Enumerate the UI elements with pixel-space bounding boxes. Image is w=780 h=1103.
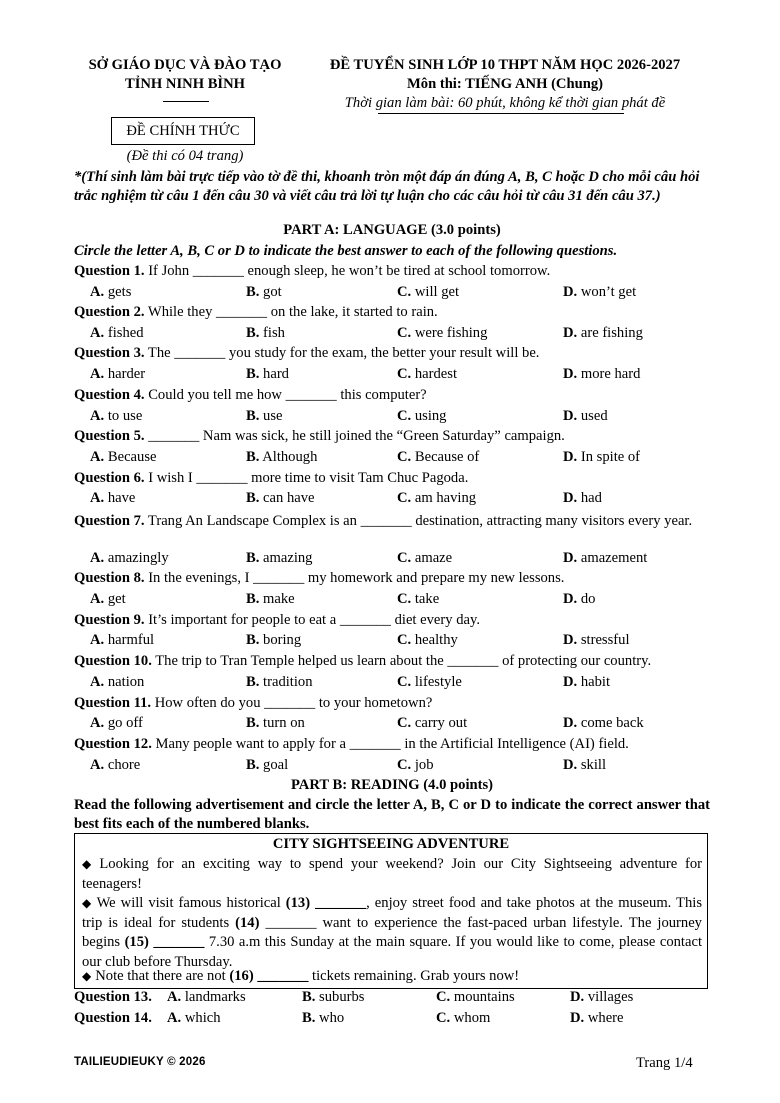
answer-option[interactable] <box>563 674 610 691</box>
question-label: Question 12. <box>74 736 152 752</box>
option-text: whom <box>453 1010 491 1026</box>
answer-option[interactable] <box>246 284 282 301</box>
answer-option[interactable] <box>436 989 515 1006</box>
option-text: can have <box>263 490 315 506</box>
answer-option[interactable] <box>563 632 630 649</box>
answer-option[interactable] <box>246 715 305 732</box>
question-stem <box>74 470 468 487</box>
option-letter: A. <box>90 408 105 424</box>
option-letter: B. <box>246 325 260 341</box>
option-letter: D. <box>563 449 578 465</box>
footer-brand: TAILIEUDIEUKY © 2026 <box>74 1056 206 1068</box>
exam-time: Thời gian làm bài: 60 phút, không kể thời gian phát đề <box>344 95 666 111</box>
option-letter: C. <box>397 550 412 566</box>
option-letter: B. <box>302 989 316 1005</box>
option-letter: D. <box>563 366 578 382</box>
option-letter: C. <box>397 632 412 648</box>
answer-option[interactable] <box>246 408 283 425</box>
answer-option[interactable] <box>563 550 647 567</box>
answer-option[interactable] <box>90 591 126 608</box>
option-letter: D. <box>563 715 578 731</box>
answer-option[interactable] <box>436 1010 490 1027</box>
option-text: were fishing <box>414 325 488 341</box>
option-letter: B. <box>246 449 260 465</box>
option-letter: B. <box>246 757 260 773</box>
option-letter: B. <box>246 674 260 690</box>
question-text: Trang An Landscape Complex is an _______ destination, attracting many visitors every year. <box>144 513 693 529</box>
option-letter: A. <box>90 757 105 773</box>
answer-option[interactable] <box>167 989 246 1006</box>
option-letter: D. <box>563 284 578 300</box>
answer-option[interactable] <box>246 490 315 507</box>
option-letter: C. <box>397 366 412 382</box>
option-text: more hard <box>580 366 641 382</box>
answer-option[interactable] <box>90 366 145 383</box>
option-text: got <box>263 284 282 300</box>
option-text: mountains <box>453 989 515 1005</box>
answer-option[interactable] <box>90 408 142 425</box>
option-text: Because <box>107 449 157 465</box>
option-letter: B. <box>246 490 260 506</box>
option-text: hardest <box>414 366 458 382</box>
ad-p2-text-c: _______ want to experience the fast-paced urban lifestyle. The journey begins <box>82 914 702 950</box>
option-text: use <box>263 408 283 424</box>
answer-option[interactable] <box>397 366 457 383</box>
answer-option[interactable] <box>563 449 640 466</box>
option-text: amazingly <box>107 550 169 566</box>
option-text: will get <box>414 284 460 300</box>
question-text: Could you tell me how _______ this computer? <box>144 387 427 403</box>
question-label: Question 6. <box>74 470 145 486</box>
option-letter: C. <box>397 325 412 341</box>
option-text: hard <box>263 366 289 382</box>
question-label: Question 5. <box>74 428 145 444</box>
option-text: fish <box>263 325 285 341</box>
option-text: do <box>580 591 596 607</box>
answer-option[interactable] <box>246 366 289 383</box>
answer-option[interactable] <box>563 591 595 608</box>
answer-option[interactable] <box>397 284 459 301</box>
exam-instructions: *(Thí sinh làm bài trực tiếp vào tờ đề thi, khoanh tròn một đáp án đúng A, B, C hoặc D cho mỗi câu hỏi trắc nghiệm từ câu 1 đến câu 30 và viết câu trả lời tự luận cho các câu hỏi từ câu 31 đến câu 37.) <box>74 169 700 204</box>
pages-note: (Đề thi có 04 trang) <box>126 148 244 164</box>
option-letter: B. <box>302 1010 316 1026</box>
advertisement-paragraph-1 <box>82 855 702 894</box>
answer-option[interactable] <box>397 715 467 732</box>
option-text: job <box>414 757 434 773</box>
answer-option[interactable] <box>563 490 602 507</box>
answer-option[interactable] <box>246 550 312 567</box>
option-text: amazement <box>580 550 648 566</box>
option-letter: A. <box>90 591 105 607</box>
option-text: have <box>107 490 136 506</box>
advertisement-box <box>74 833 708 989</box>
option-letter: D. <box>563 550 578 566</box>
exam-header <box>305 56 705 113</box>
answer-option[interactable] <box>397 550 452 567</box>
answer-option[interactable] <box>570 989 633 1006</box>
diamond-bullet-icon: ◆ <box>82 969 92 983</box>
question-stem <box>74 570 564 587</box>
blank-16: (16) _______ <box>229 968 309 984</box>
option-text: are fishing <box>580 325 643 341</box>
option-text: take <box>414 591 440 607</box>
question-stem <box>74 387 427 404</box>
question-stem <box>74 511 710 531</box>
answer-option[interactable] <box>90 674 144 691</box>
answer-option[interactable] <box>397 674 462 691</box>
question-text: The _______ you study for the exam, the better your result will be. <box>144 345 540 361</box>
question-stem <box>74 345 539 362</box>
part-b-title: PART B: READING (4.0 points) <box>290 777 494 793</box>
answer-option[interactable] <box>397 449 479 466</box>
option-letter: B. <box>246 408 260 424</box>
option-letter: A. <box>90 715 105 731</box>
option-text: tradition <box>263 674 313 690</box>
ad-p2-text-d: 7.30 a.m this Sunday at the main square. If you would like to come, please contact our club before Thursday. <box>82 934 702 970</box>
option-letter: C. <box>397 674 412 690</box>
question-stem <box>74 612 480 629</box>
option-text: amaze <box>414 550 453 566</box>
option-letter: D. <box>563 674 578 690</box>
option-text: landmarks <box>184 989 246 1005</box>
exam-title: ĐỀ TUYỂN SINH LỚP 10 THPT NĂM HỌC 2026-2027 <box>329 57 681 73</box>
answer-option[interactable] <box>90 284 131 301</box>
exam-header-divider <box>378 113 624 114</box>
option-letter: B. <box>246 550 260 566</box>
answer-option[interactable] <box>302 989 364 1006</box>
option-letter: D. <box>563 325 578 341</box>
answer-option[interactable] <box>397 591 439 608</box>
advertisement-paragraph-2 <box>82 894 702 972</box>
ad-p2-text-a: We will visit famous historical <box>96 895 286 911</box>
option-text: won’t get <box>580 284 637 300</box>
question-label: Question 4. <box>74 387 145 403</box>
option-letter: C. <box>436 989 451 1005</box>
option-letter: A. <box>90 325 105 341</box>
option-text: carry out <box>414 715 468 731</box>
option-letter: D. <box>570 1010 585 1026</box>
diamond-bullet-icon: ◆ <box>82 896 93 910</box>
option-letter: C. <box>436 1010 451 1026</box>
option-text: gets <box>107 284 132 300</box>
question-label: Question 1. <box>74 263 145 279</box>
answer-option[interactable] <box>397 325 487 342</box>
option-text: used <box>580 408 608 424</box>
diamond-bullet-icon: ◆ <box>82 857 96 871</box>
option-letter: A. <box>90 674 105 690</box>
answer-option[interactable] <box>563 325 643 342</box>
question-label: Question 13. <box>74 989 152 1005</box>
option-text: healthy <box>414 632 458 648</box>
option-letter: D. <box>563 591 578 607</box>
answer-option[interactable] <box>246 632 301 649</box>
question-text: The trip to Tran Temple helped us learn about the _______ of protecting our country. <box>151 653 652 669</box>
option-text: lifestyle <box>414 674 462 690</box>
question-stem <box>74 653 651 670</box>
answer-option[interactable] <box>167 1010 221 1027</box>
option-text: harmful <box>107 632 155 648</box>
part-a-directions: Circle the letter A, B, C or D to indicate the best answer to each of the following questions. <box>74 243 618 259</box>
option-letter: A. <box>90 490 105 506</box>
question-label: Question 3. <box>74 345 145 361</box>
answer-option[interactable] <box>90 550 169 567</box>
department-header <box>70 56 300 94</box>
option-text: amazing <box>263 550 313 566</box>
option-text: boring <box>263 632 302 648</box>
answer-option[interactable] <box>246 674 313 691</box>
answer-option[interactable] <box>90 757 140 774</box>
advertisement-paragraph-3 <box>82 967 702 987</box>
department-name: SỞ GIÁO DỤC VÀ ĐÀO TẠO <box>88 57 282 73</box>
question-label: Question 10. <box>74 653 152 669</box>
answer-option[interactable] <box>570 1010 624 1027</box>
answer-option[interactable] <box>90 490 135 507</box>
answer-option[interactable] <box>246 449 317 466</box>
question-stem <box>74 428 565 445</box>
option-text: villages <box>587 989 634 1005</box>
option-text: skill <box>580 757 606 773</box>
answer-option[interactable] <box>563 757 606 774</box>
question-label: Question 9. <box>74 612 145 628</box>
answer-option[interactable] <box>563 715 644 732</box>
option-text: come back <box>580 715 644 731</box>
option-text: using <box>414 408 447 424</box>
answer-option[interactable] <box>397 632 458 649</box>
answer-option[interactable] <box>246 757 288 774</box>
question-label: Question 11. <box>74 695 152 711</box>
answer-option[interactable] <box>90 715 143 732</box>
question-label: Question 7. <box>74 513 145 529</box>
option-letter: C. <box>397 757 412 773</box>
question-text: How often do you _______ to your hometown? <box>151 695 433 711</box>
option-text: harder <box>107 366 146 382</box>
option-text: habit <box>580 674 611 690</box>
option-letter: C. <box>397 408 412 424</box>
answer-option[interactable] <box>563 366 640 383</box>
option-text: am having <box>414 490 477 506</box>
question-text: If John _______ enough sleep, he won’t be tired at school tomorrow. <box>144 263 551 279</box>
blank-13: (13) _______ <box>285 895 367 911</box>
option-letter: D. <box>563 490 578 506</box>
option-text: make <box>263 591 295 607</box>
option-text: chore <box>107 757 141 773</box>
question-stem <box>74 736 629 753</box>
answer-option[interactable] <box>302 1010 344 1027</box>
answer-option[interactable] <box>246 591 295 608</box>
option-text: turn on <box>263 715 305 731</box>
answer-option[interactable] <box>90 449 156 466</box>
option-letter: A. <box>90 366 105 382</box>
option-text: to use <box>107 408 143 424</box>
page-number: Trang 1/4 <box>636 1055 693 1071</box>
answer-option[interactable] <box>563 408 608 425</box>
option-text: suburbs <box>319 989 365 1005</box>
answer-option[interactable] <box>90 325 144 342</box>
answer-option[interactable] <box>397 408 446 425</box>
option-letter: A. <box>90 550 105 566</box>
answer-option[interactable] <box>397 490 476 507</box>
option-text: Because of <box>414 449 480 465</box>
option-text: nation <box>107 674 145 690</box>
question-text: Many people want to apply for a _______ in the Artificial Intelligence (AI) field. <box>151 736 629 752</box>
question-text: While they _______ on the lake, it started to rain. <box>144 304 438 320</box>
question-stem <box>74 304 438 321</box>
option-letter: D. <box>563 408 578 424</box>
option-text: which <box>184 1010 221 1026</box>
option-text: In spite of <box>580 449 641 465</box>
option-letter: C. <box>397 715 412 731</box>
option-letter: A. <box>90 632 105 648</box>
option-text: stressful <box>580 632 630 648</box>
blank-15: (15) _______ <box>124 934 205 950</box>
option-letter: B. <box>246 715 260 731</box>
option-text: had <box>580 490 602 506</box>
question-stem <box>74 695 432 712</box>
option-letter: D. <box>563 632 578 648</box>
province-name: TỈNH NINH BÌNH <box>124 76 245 92</box>
question-text: I wish I _______ more time to visit Tam Chuc Pagoda. <box>144 470 469 486</box>
option-letter: D. <box>563 757 578 773</box>
question-label: Question 14. <box>74 1010 152 1026</box>
question-stem <box>74 263 550 280</box>
answer-option[interactable] <box>563 284 636 301</box>
question-label: Question 2. <box>74 304 145 320</box>
option-letter: D. <box>570 989 585 1005</box>
question-text: It’s important for people to eat a _______ diet every day. <box>144 612 480 628</box>
official-label: ĐỀ CHÍNH THỨC <box>111 117 255 145</box>
option-letter: A. <box>167 989 182 1005</box>
ad-p2-text-b: , enjoy street food and take photos at the museum. This trip is ideal for students <box>82 895 702 931</box>
option-letter: A. <box>90 449 105 465</box>
answer-option[interactable] <box>90 632 154 649</box>
option-text: Although <box>262 449 318 465</box>
option-letter: C. <box>397 591 412 607</box>
ad-p3-text-a: Note that there are not <box>95 968 230 984</box>
advertisement-title: CITY SIGHTSEEING ADVENTURE <box>272 836 510 852</box>
question-label: Question 8. <box>74 570 145 586</box>
answer-option[interactable] <box>397 757 434 774</box>
option-letter: B. <box>246 632 260 648</box>
part-b-directions: Read the following advertisement and circle the letter A, B, C or D to indicate the correct answer that best fits each of the numbered blanks. <box>74 797 710 832</box>
option-text: get <box>107 591 126 607</box>
option-letter: B. <box>246 591 260 607</box>
option-letter: C. <box>397 284 412 300</box>
option-text: where <box>587 1010 624 1026</box>
option-text: who <box>319 1010 345 1026</box>
part-a-title: PART A: LANGUAGE (3.0 points) <box>283 222 501 238</box>
option-letter: B. <box>246 366 260 382</box>
ad-p3-text-b: tickets remaining. Grab yours now! <box>308 968 520 984</box>
option-text: fished <box>107 325 144 341</box>
blank-14: (14) <box>235 914 260 931</box>
question-text: In the evenings, I _______ my homework and prepare my new lessons. <box>144 570 565 586</box>
option-text: go off <box>107 715 143 731</box>
option-text: goal <box>263 757 289 773</box>
option-letter: A. <box>167 1010 182 1026</box>
exam-subject: Môn thi: TIẾNG ANH (Chung) <box>407 76 603 92</box>
header-divider <box>163 101 209 102</box>
ad-p1-text: Looking for an exciting way to spend your weekend? Join our City Sightseeing adventure for teenagers! <box>82 856 702 892</box>
option-letter: A. <box>90 284 105 300</box>
question-text: _______ Nam was sick, he still joined the “Green Saturday” campaign. <box>144 428 565 444</box>
option-letter: B. <box>246 284 260 300</box>
option-letter: C. <box>397 449 412 465</box>
answer-option[interactable] <box>246 325 285 342</box>
option-letter: C. <box>397 490 412 506</box>
